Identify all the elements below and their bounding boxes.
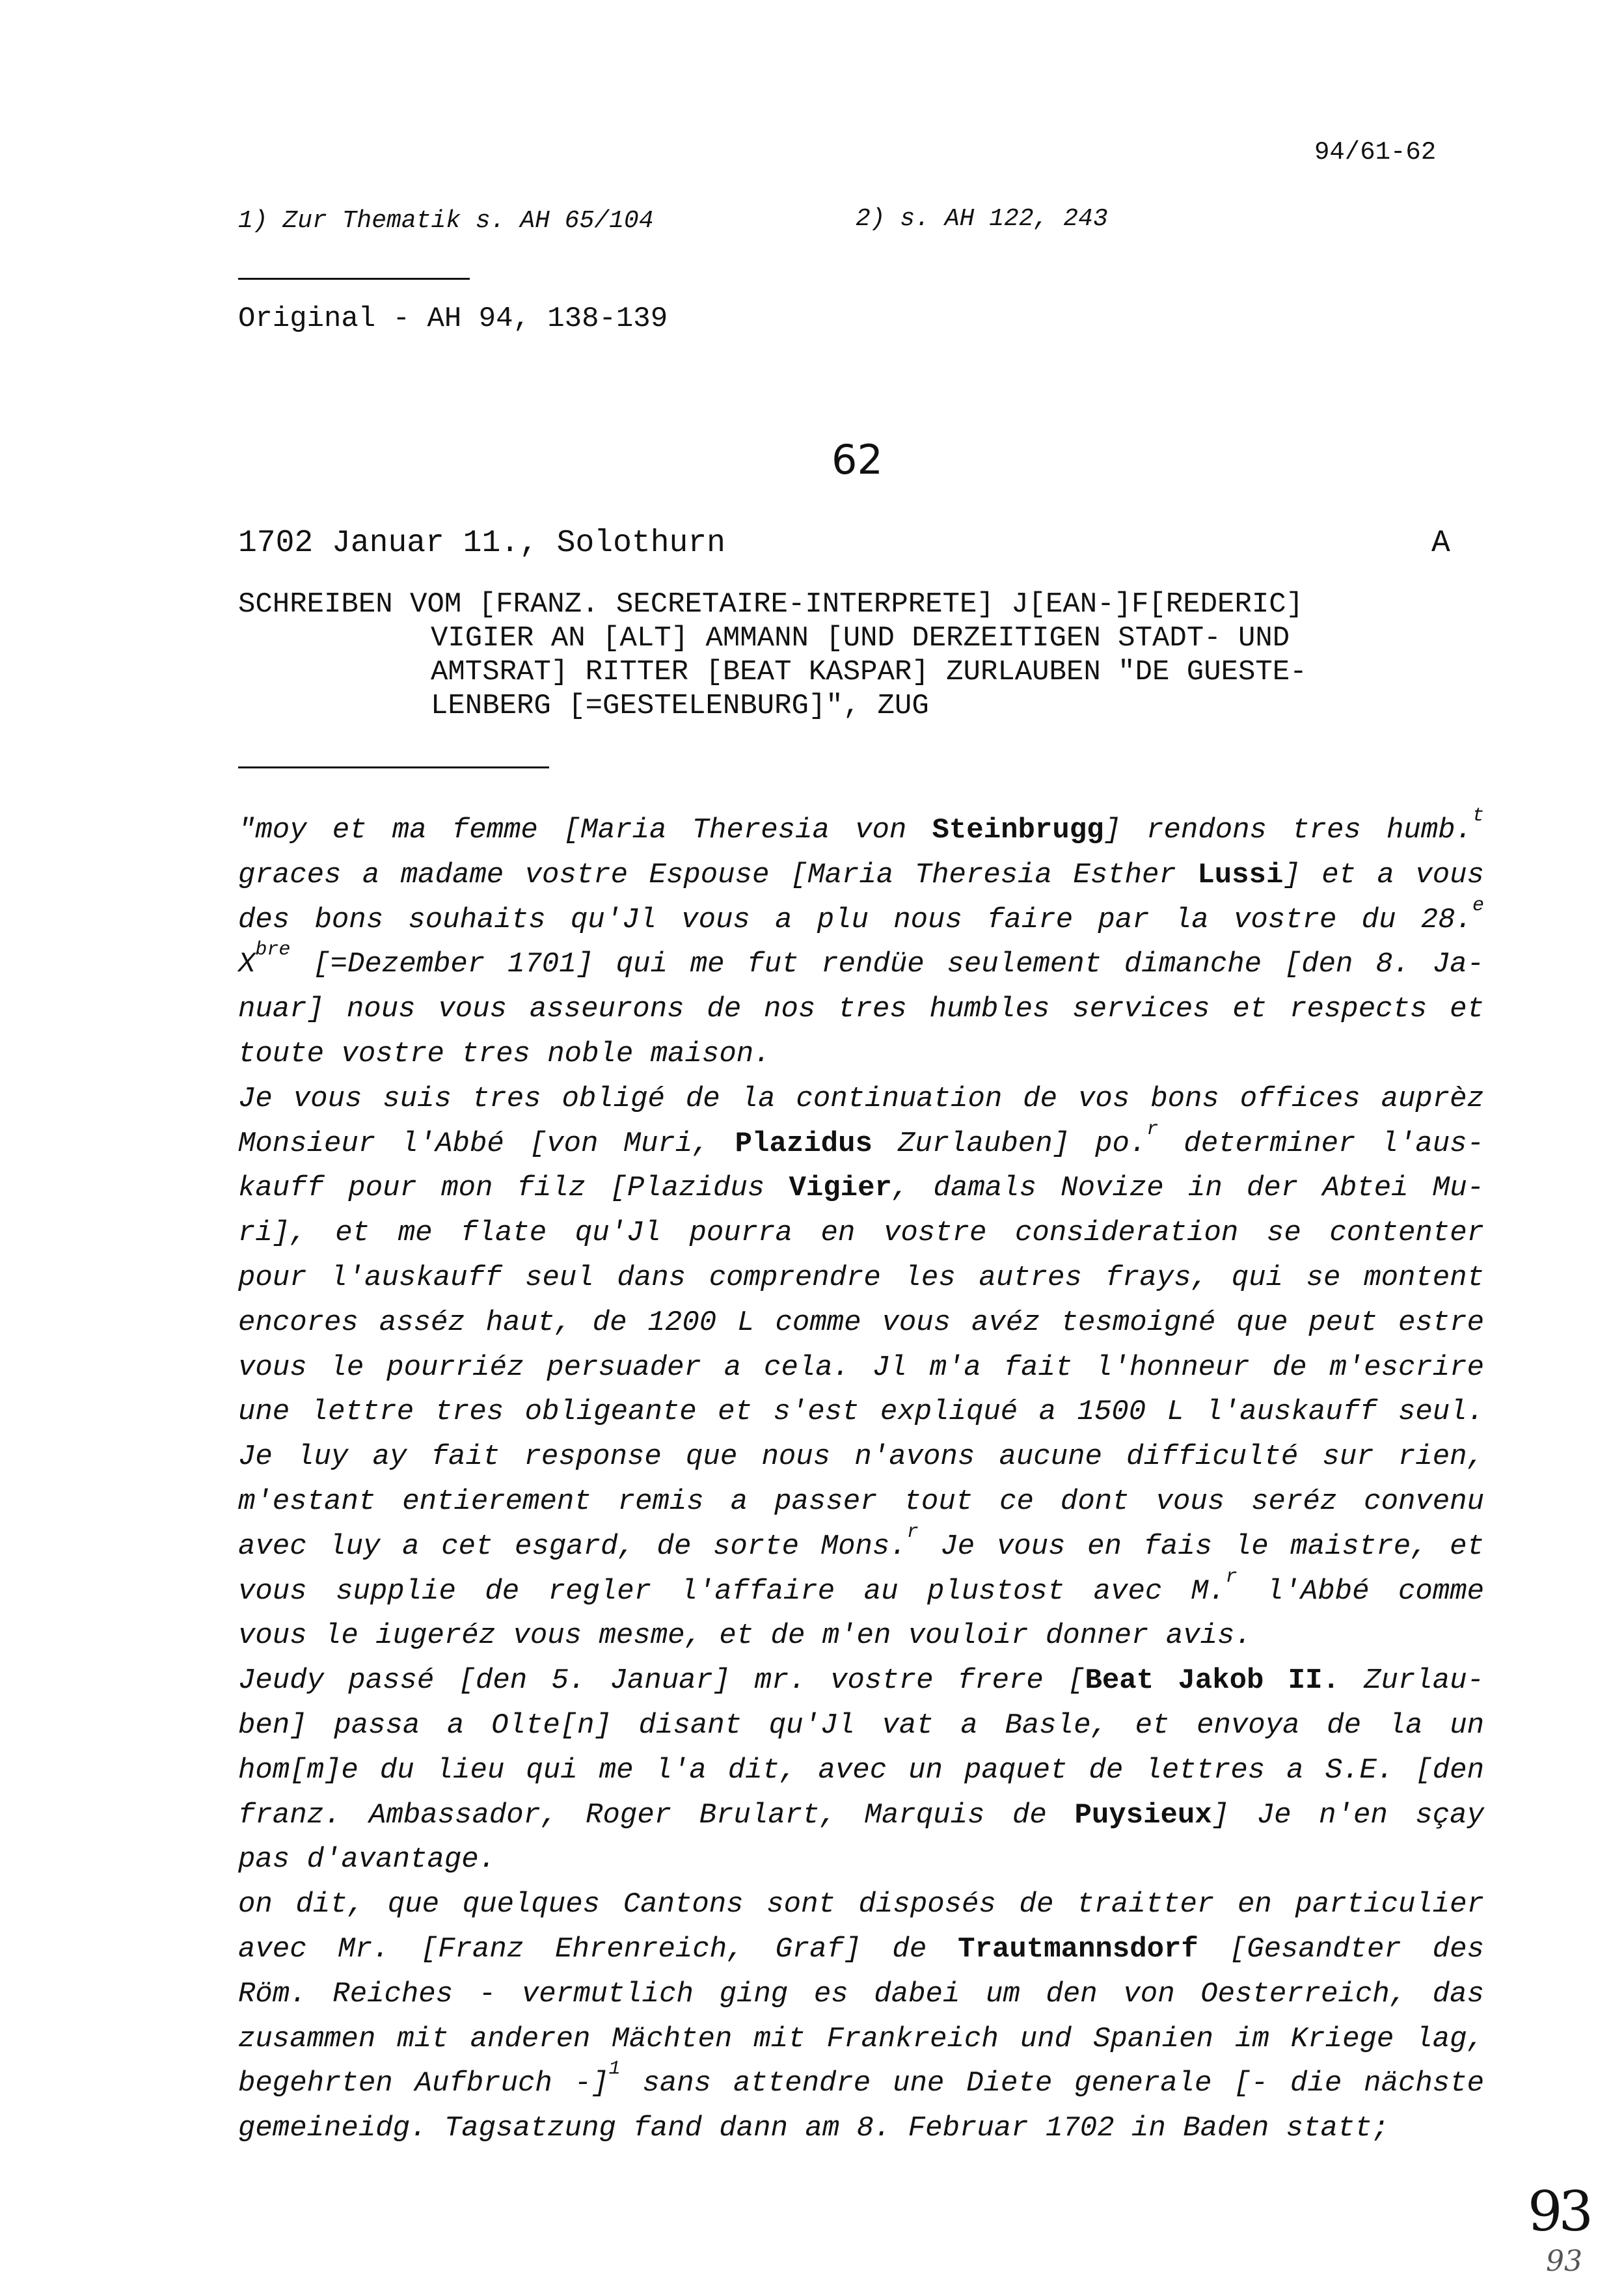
body-line: pas d'avantage.	[238, 1843, 496, 1876]
body-line: m'estant entierement remis a passer tout ce dont vous seréz convenu	[238, 1485, 1484, 1518]
body-line: Monsieur l'Abbé [von Muri, Plazidus Zurlauben] po.$^r$ determiner l'aus-	[238, 1118, 1484, 1160]
divider-middle	[238, 766, 549, 768]
body-line: avec Mr. [Franz Ehrenreich, Graf] de Trautmannsdorf [Gesandter des	[238, 1932, 1484, 1966]
heading-line-3: AMTSRAT] RITTER [BEAT KASPAR] ZURLAUBEN "DE GUESTE-	[431, 656, 1307, 688]
body-line: Jeudy passé [den 5. Januar] mr. vostre frere [Beat Jakob II. Zurlau-	[238, 1664, 1484, 1698]
body-line: vous le pourriéz persuader a cela. Jl m'a fait l'honneur de m'escrire	[238, 1351, 1484, 1384]
body-line: des bons souhaits qu'Jl vous a plu nous faire par la vostre du 28.$^e$	[238, 894, 1484, 936]
body-line: $X^{bre}$ [=Dezember 1701] qui me fut rendüe seulement dimanche [den 8. Ja-	[238, 939, 1484, 981]
body-line: zusammen mit anderen Mächten mit Frankreich und Spanien im Kriege lag,	[238, 2022, 1484, 2055]
divider-top	[238, 278, 470, 280]
body-line: encores asséz haut, de 1200 L comme vous avéz tesmoigné que peut estre	[238, 1306, 1484, 1339]
heading-line-1: SCHREIBEN VOM [FRANZ. SECRETAIRE-INTERPRETE] J[EAN-]F[REDERIC]	[238, 588, 1304, 621]
body-line: graces a madame vostre Espouse [Maria Theresia Esther Lussi] et a vous	[238, 858, 1484, 891]
body-line: on dit, que quelques Cantons sont disposés de traitter en particulier	[238, 1888, 1484, 1921]
body-line: begehrten Aufbruch -]$^1$ sans attendre une Diete generale [- die nächste	[238, 2058, 1484, 2100]
handwritten-page-number-small: 93	[1546, 2245, 1582, 2278]
body-line: Je vous suis tres obligé de la continuation de vos bons offices auprèz	[238, 1082, 1484, 1115]
original-reference: Original - AH 94, 138-139	[238, 303, 668, 335]
body-line: une lettre tres obligeante et s'est expliqué a 1500 L l'auskauff seul.	[238, 1396, 1484, 1429]
body-line: ben] passa a Olte[n] disant qu'Jl vat a Basle, et envoya de la un	[238, 1709, 1484, 1742]
body-line: hom[m]e du lieu qui me l'a dit, avec un paquet de lettres a S.E. [den	[238, 1753, 1484, 1787]
footnote-2: 2) s. AH 122, 243	[856, 205, 1108, 233]
body-line: Röm. Reiches - vermutlich ging es dabei um den von Oesterreich, das	[238, 1977, 1484, 2010]
letter-body	[238, 805, 1485, 2151]
body-line: vous le iugeréz vous mesme, et de m'en vouloir donner avis.	[238, 1619, 1252, 1653]
letter-class: A	[1431, 526, 1450, 561]
body-line: franz. Ambassador, Roger Brulart, Marquis de Puysieux] Je n'en sçay	[238, 1798, 1484, 1832]
body-line: Je luy ay fait response que nous n'avons aucune difficulté sur rien,	[238, 1441, 1484, 1474]
document-number: 62	[832, 436, 883, 483]
body-line: avec luy a cet esgard, de sorte Mons.$^r$ Je vous en fais le maistre, et	[238, 1521, 1484, 1563]
body-line: vous supplie de regler l'affaire au plustost avec M.$^r$ l'Abbé comme	[238, 1565, 1484, 1608]
page-reference: 94/61-62	[1314, 138, 1437, 167]
body-line: gemeineidg. Tagsatzung fand dann am 8. Februar 1702 in Baden statt;	[238, 2112, 1390, 2145]
body-line: ri], et me flate qu'Jl pourra en vostre consideration se contenter	[238, 1217, 1484, 1250]
body-line: pour l'auskauff seul dans comprendre les autres frays, qui se montent	[238, 1261, 1484, 1294]
body-line: toute vostre tres noble maison.	[238, 1037, 771, 1070]
heading-line-4: LENBERG [=GESTELENBURG]", ZUG	[431, 690, 929, 722]
heading-line-2: VIGIER AN [ALT] AMMANN [UND DERZEITIGEN STADT- UND	[431, 622, 1290, 655]
body-line: kauff pour mon filz [Plazidus Vigier, damals Novize in der Abtei Mu-	[238, 1172, 1485, 1205]
body-line: "moy et ma femme [Maria Theresia von Steinbrugg] rendons tres humb.$^t$	[238, 805, 1484, 846]
body-line: nuar] nous vous asseurons de nos tres humbles services et respects et	[238, 993, 1484, 1026]
footnote-1: 1) Zur Thematik s. AH 65/104	[238, 207, 654, 235]
handwritten-page-number: 93	[1528, 2180, 1590, 2243]
date-place: 1702 Januar 11., Solothurn	[238, 526, 725, 561]
